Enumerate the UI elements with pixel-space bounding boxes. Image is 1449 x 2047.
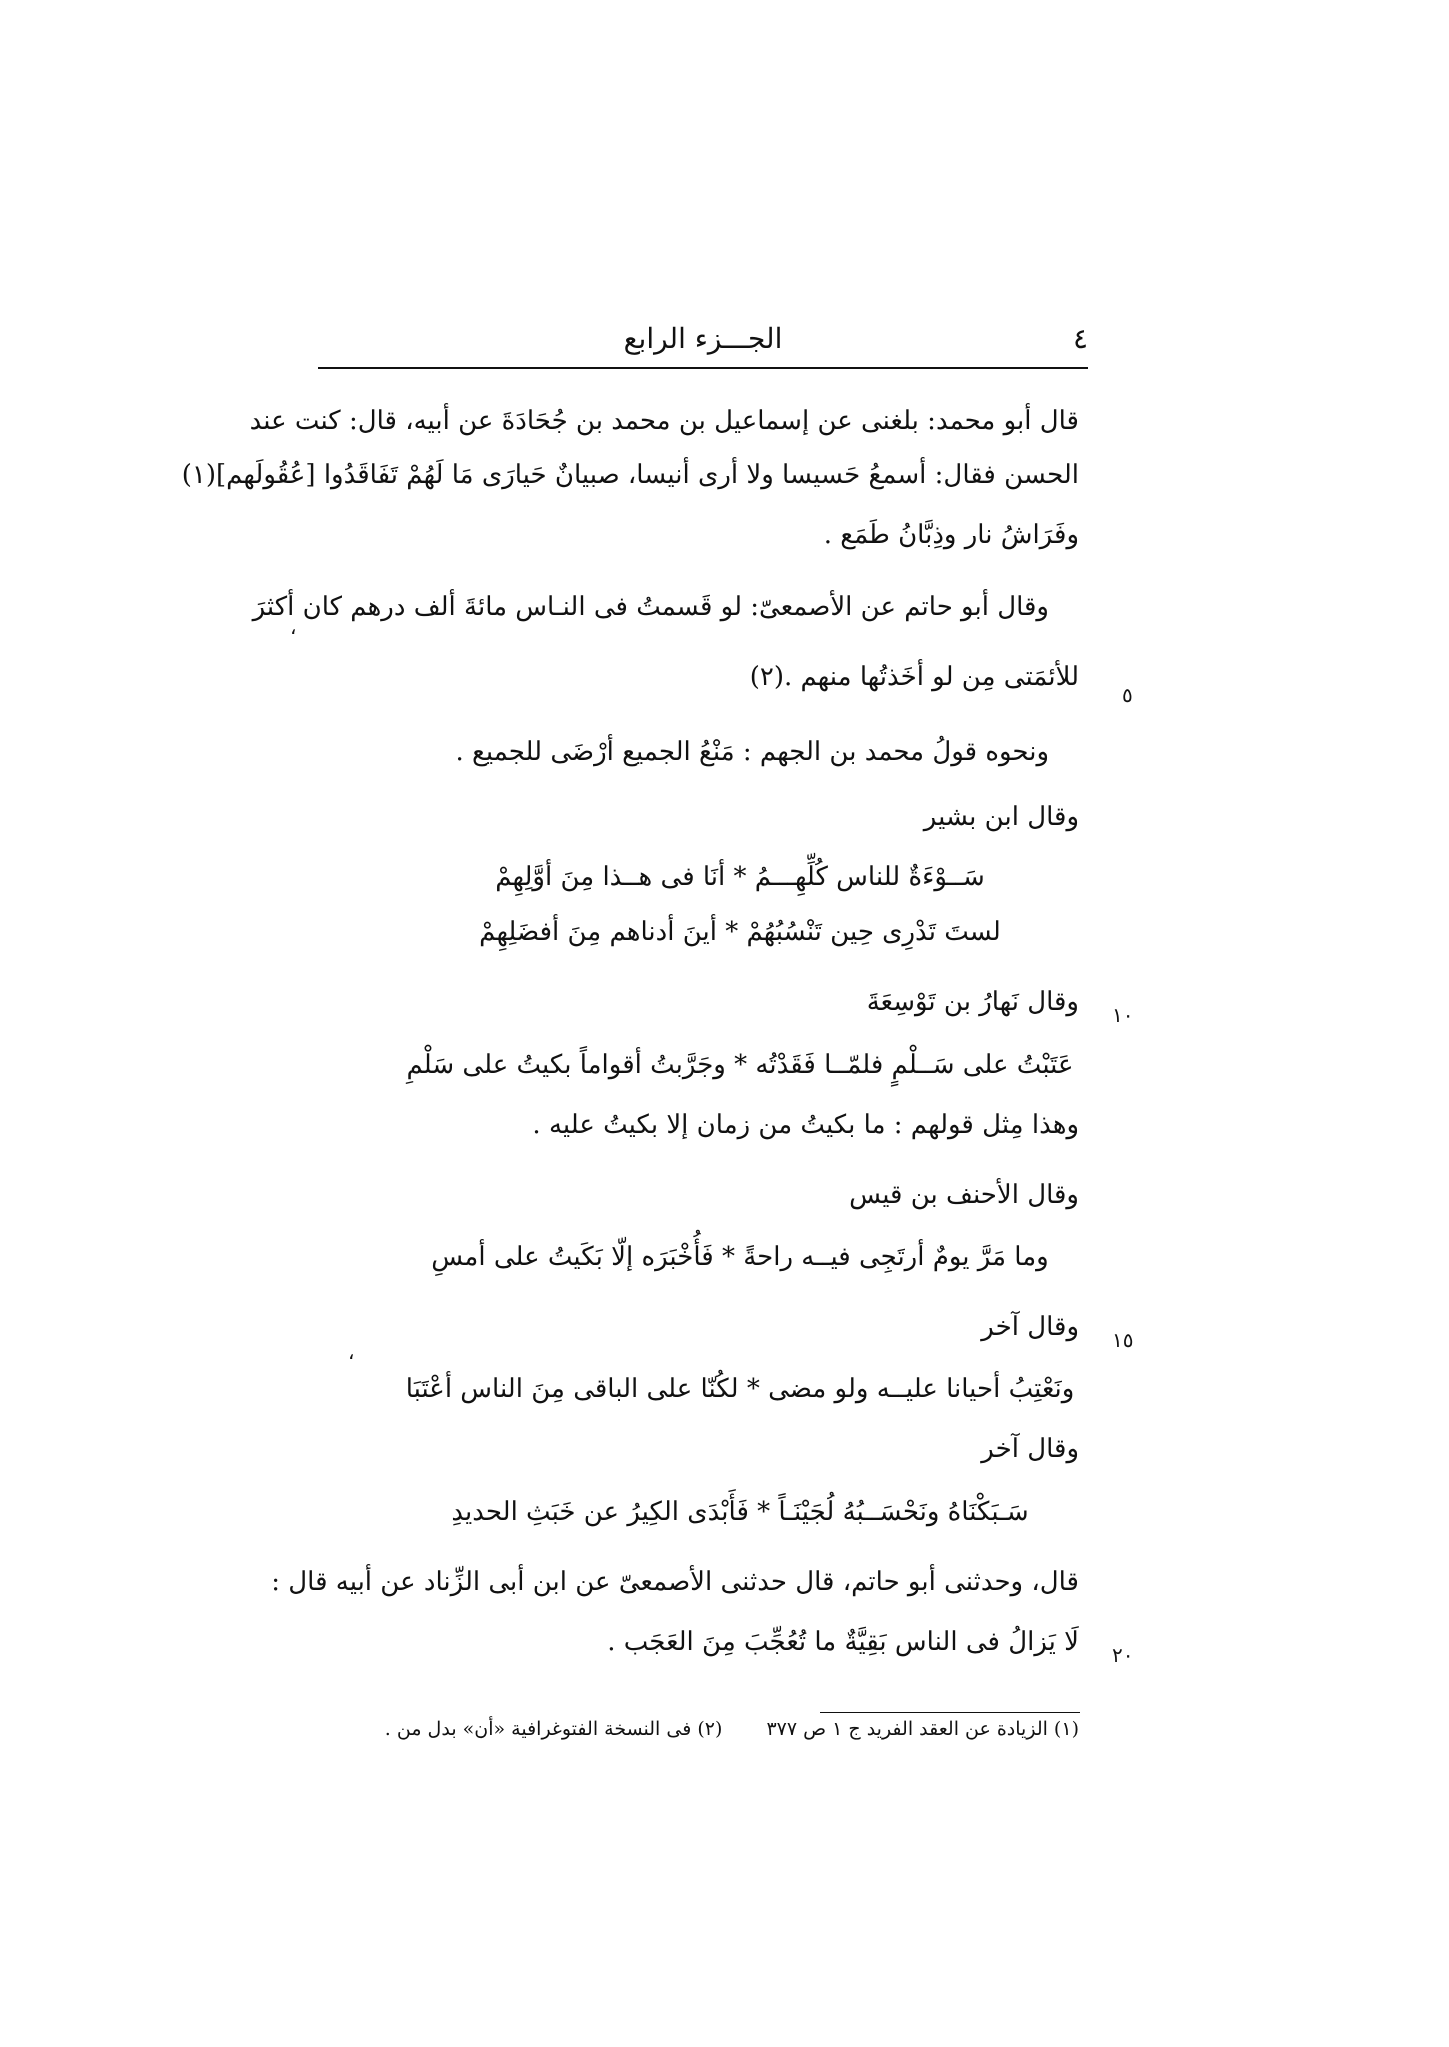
page-number: ٤ [1072,322,1088,355]
text-line: وفَرَاشُ نار وذِبَّانُ طَمَع . [823,520,1079,550]
text-line: قال أبو محمد: بلغنى عن إسماعيل بن محمد بن جُحَادَةَ عن أبيه، قال: كنت عند [249,406,1079,436]
footnote: (٢) فى النسخة الفتوغرافية «أن» بدل من . [384,1718,723,1740]
text-line: للأئمَتى مِن لو أخَذتُها منهم .(٢) [749,662,1079,692]
line-number: ١٥ [1112,1328,1134,1352]
poet-heading: وقال ابن بشير [923,802,1079,832]
poet-heading: وقال آخر [981,1312,1079,1342]
text-line: وهذا مِثل قولهم : ما بكيتُ من زمان إلا بكيتُ عليه . [532,1110,1079,1140]
poet-heading: وقال نَهارُ بن تَوْسِعَةَ [866,987,1079,1017]
footnote: (١) الزيادة عن العقد الفريد ج ١ ص ٣٧٧ [766,1718,1079,1740]
running-header [318,318,1088,370]
verse-line: وما مَرَّ يومٌ أرتَجِى فيــه راحةً * فَأُخْبَرَه إلّا بَكَيتُ على أمسِ [431,1242,1049,1272]
text-line: الحسن فقال: أسمعُ حَسيسا ولا أرى أنيسا، صبيانٌ حَيارَى مَا لَهُمْ تَفَاقَدُوا [عُقُولَهم](١) [181,460,1079,490]
print-speck: ، [290,615,297,639]
text-line: ونحوه قولُ محمد بن الجهم : مَنْعُ الجميع أرْضَى للجميع . [455,737,1049,767]
line-number: ٢٠ [1112,1643,1134,1667]
line-number: ٥ [1122,683,1133,707]
verse-line: سَـبَكْنَاهُ ونَحْسَــبُهُ لُجَيْنَـاً * فَأَبْدَى الكِيرُ عن خَبَثِ الحديدِ [451,1497,1029,1527]
header-rule [318,367,1088,369]
verse-line: سَــوْءَةٌ للناس كُلِّهِـــمُ * أنَا فى هــذا مِنَ أوَّلِهِمْ [495,862,985,892]
poet-heading: وقال الأحنف بن قيس [849,1180,1079,1210]
print-speck: ، [348,1340,355,1364]
footnotes [347,1718,1079,1740]
verse-line: ونَعْتِبُ أحيانا عليــه ولو مضى * لكُنّا على الباقى مِنَ الناس أعْتَبَا [405,1374,1075,1404]
verse-line: عَتَبْتُ على سَــلْمٍ فلمّــا فَقَدْتُه * وجَرَّبتُ أقواماً بكيتُ على سَلْمِ [406,1050,1074,1080]
verse-line: لستَ تَدْرِى حِين تَنْسُبُهُمْ * أينَ أدناهم مِنَ أفضَلِهِمْ [479,917,1001,947]
text-line: قال، وحدثنى أبو حاتم، قال حدثنى الأصمعىّ عن ابن أبى الزِّناد عن أبيه قال : [271,1567,1079,1597]
line-number: ١٠ [1112,1003,1134,1027]
footnote-rule [820,1712,1080,1713]
header-title: الجـــزء الرابع [623,322,783,355]
text-line: لَا يَزالُ فى الناس بَقِيَّةٌ ما تُعُجِّبَ مِنَ العَجَب . [607,1627,1079,1657]
poet-heading: وقال آخر [981,1434,1079,1464]
text-line: وقال أبو حاتم عن الأصمعىّ: لو قَسمتُ فى النـاس مائةَ ألف درهم كان أكثرَ [252,592,1049,622]
